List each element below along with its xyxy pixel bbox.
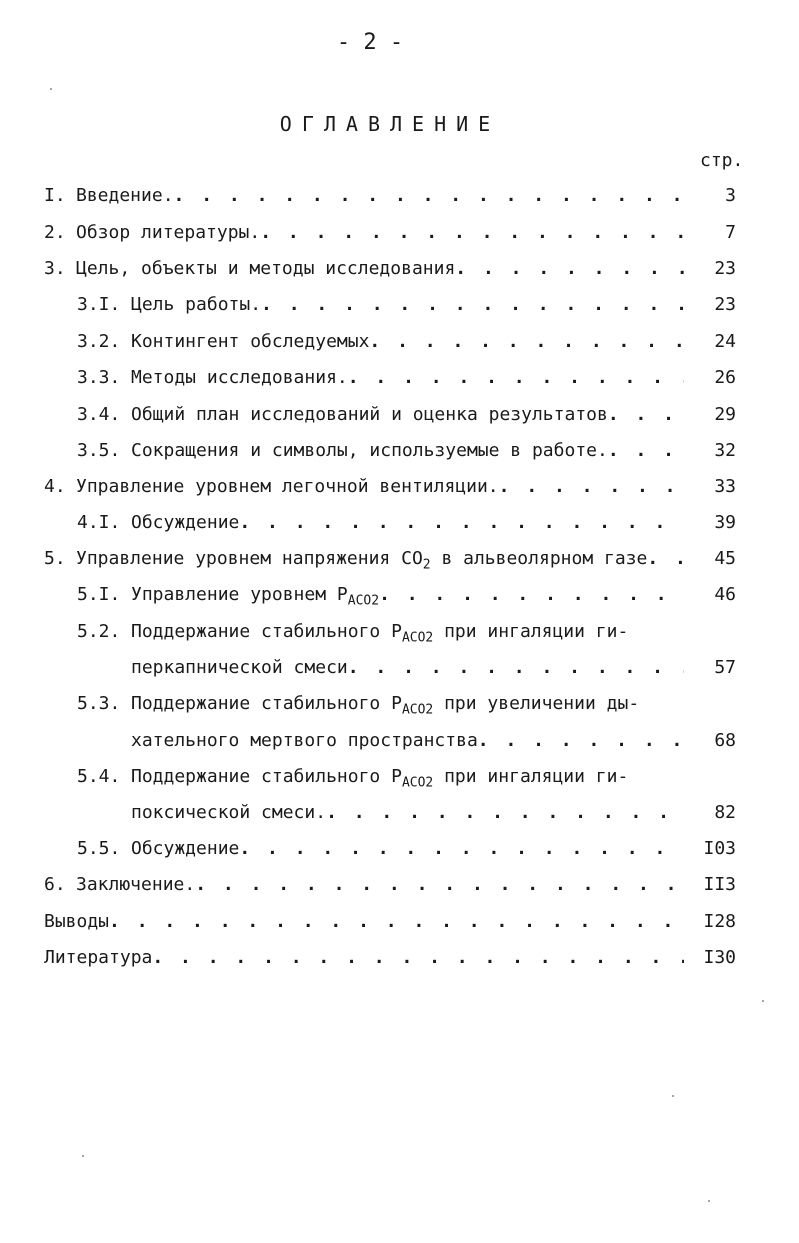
toc-title: Цель, объекты и методы исследования [76,258,456,279]
toc-page: 3 [725,185,736,206]
toc-title-subscript: ACO2 [401,702,434,718]
leader-dots [348,657,684,678]
scan-speck [82,1155,84,1157]
toc-title-subscript: ACO2 [347,593,380,609]
toc-page: 45 [714,548,736,569]
page-column-label: стр. [700,150,744,171]
toc-page: 39 [714,512,736,533]
toc-entry[interactable] [77,512,684,533]
toc-number: 3.3. [77,367,121,388]
toc-title: Введение. [76,185,174,206]
leader-dots [455,258,684,279]
toc-title-line2: хательного мертвого пространства [131,730,478,751]
toc-number: 3.5. [77,440,121,461]
toc-number: 4. [44,476,66,497]
toc-entry[interactable] [77,584,684,609]
toc-entry[interactable] [77,766,717,791]
toc-title-part: Поддержание стабильного P [131,693,402,714]
leader-dots [499,476,684,497]
toc-title-part: при ингаляции ги- [433,621,629,642]
leader-dots [239,512,684,533]
toc-number: 5.3. [77,693,121,714]
leader-dots [109,911,684,932]
leader-dots [379,584,684,605]
page-number: - 2 - [336,30,404,55]
toc-page: 7 [725,222,736,243]
toc-entry-continuation[interactable] [131,730,684,751]
toc-title: Обсуждение [131,838,240,859]
toc-number: 5. [44,548,66,569]
toc-title [131,621,628,646]
scan-speck [50,88,52,90]
toc-entry-continuation[interactable] [131,802,684,823]
toc-title-part: Поддержание стабильного P [131,621,402,642]
toc-title: Методы исследования. [131,367,348,388]
toc-page: 57 [714,657,736,678]
toc-page: 26 [714,367,736,388]
toc-page: 68 [714,730,736,751]
toc-title: Сокращения и символы, используемые в работе. [131,440,608,461]
toc-page: 23 [714,294,736,315]
toc-number: I. [44,185,66,206]
toc-number: 5.4. [77,766,121,787]
toc-title [131,584,379,609]
leader-dots [174,185,684,206]
toc-number: 2. [44,222,66,243]
toc-page: II3 [703,874,736,895]
toc-entry[interactable] [44,947,684,968]
toc-title-line2: поксической смеси. [131,802,327,823]
toc-title [131,693,639,718]
toc-title-subscript: ACO2 [401,775,434,791]
toc-number: 5.2. [77,621,121,642]
toc-entry[interactable] [77,404,684,425]
toc-page: 24 [714,331,736,352]
leader-dots [608,440,684,461]
scan-speck [708,1200,710,1202]
toc-title-part: при ингаляции ги- [433,766,629,787]
toc-title-subscript: ACO2 [401,630,434,646]
toc-entry[interactable] [44,185,684,206]
toc-entry[interactable] [44,874,684,895]
toc-title: Литература [44,947,153,968]
toc-page: I30 [703,947,736,968]
toc-entry[interactable] [44,222,684,243]
toc-page: 82 [714,802,736,823]
toc-title-subscript: 2 [422,557,431,573]
toc-title: ОГЛАВЛЕНИЕ [279,112,501,136]
leader-dots [195,874,684,895]
toc-entry[interactable] [77,440,684,461]
toc-page: I03 [703,838,736,859]
leader-dots [152,947,684,968]
toc-number: 3.4. [77,404,121,425]
toc-number: 6. [44,874,66,895]
leader-dots [261,294,684,315]
toc-number: 3.I. [77,294,121,315]
toc-entry[interactable] [77,367,684,388]
toc-title-part: Управление уровнем P [131,584,348,605]
toc-entry[interactable] [44,548,684,573]
toc-number: 5.5. [77,838,121,859]
toc-title: Общий план исследований и оценка результатов [131,404,608,425]
leader-dots [239,838,684,859]
toc-title-line2: перкапнической смеси [131,657,348,678]
toc-entry[interactable] [44,911,684,932]
toc-entry[interactable] [77,331,684,352]
toc-number: 4.I. [77,512,121,533]
toc-entry[interactable] [77,693,717,718]
toc-number: 3. [44,258,66,279]
toc-entry-continuation[interactable] [131,657,684,678]
toc-page: 46 [714,584,736,605]
toc-page: 23 [714,258,736,279]
toc-number: 3.2. [77,331,121,352]
toc-page: 33 [714,476,736,497]
leader-dots [478,730,684,751]
toc-title: Цель работы. [131,294,262,315]
toc-title-part: в альвеолярном газе [430,548,648,569]
scan-speck [672,1095,674,1097]
toc-entry[interactable] [44,258,684,279]
toc-entry[interactable] [77,294,684,315]
toc-title: Заключение. [76,874,196,895]
toc-title [76,548,647,573]
toc-page: 29 [714,404,736,425]
leader-dots [348,367,684,388]
leader-dots [608,404,684,425]
toc-entry[interactable] [44,476,684,497]
toc-entry[interactable] [77,838,684,859]
toc-number: 5.I. [77,584,121,605]
toc-title: Контингент обследуемых [131,331,370,352]
leader-dots [326,802,684,823]
toc-title-part: при увеличении ды- [433,693,640,714]
toc-title-part: Поддержание стабильного P [131,766,402,787]
toc-title [131,766,628,791]
toc-entry[interactable] [77,621,717,646]
toc-page: I28 [703,911,736,932]
scan-speck [762,1000,764,1002]
leader-dots [369,331,684,352]
toc-title: Выводы [44,911,110,932]
leader-dots [260,222,684,243]
toc-title-part: Управление уровнем напряжения CO [76,548,423,569]
toc-title: Управление уровнем легочной вентиляции. [76,476,499,497]
toc-page: 32 [714,440,736,461]
toc-title: Обзор литературы. [76,222,261,243]
toc-title: Обсуждение [131,512,240,533]
